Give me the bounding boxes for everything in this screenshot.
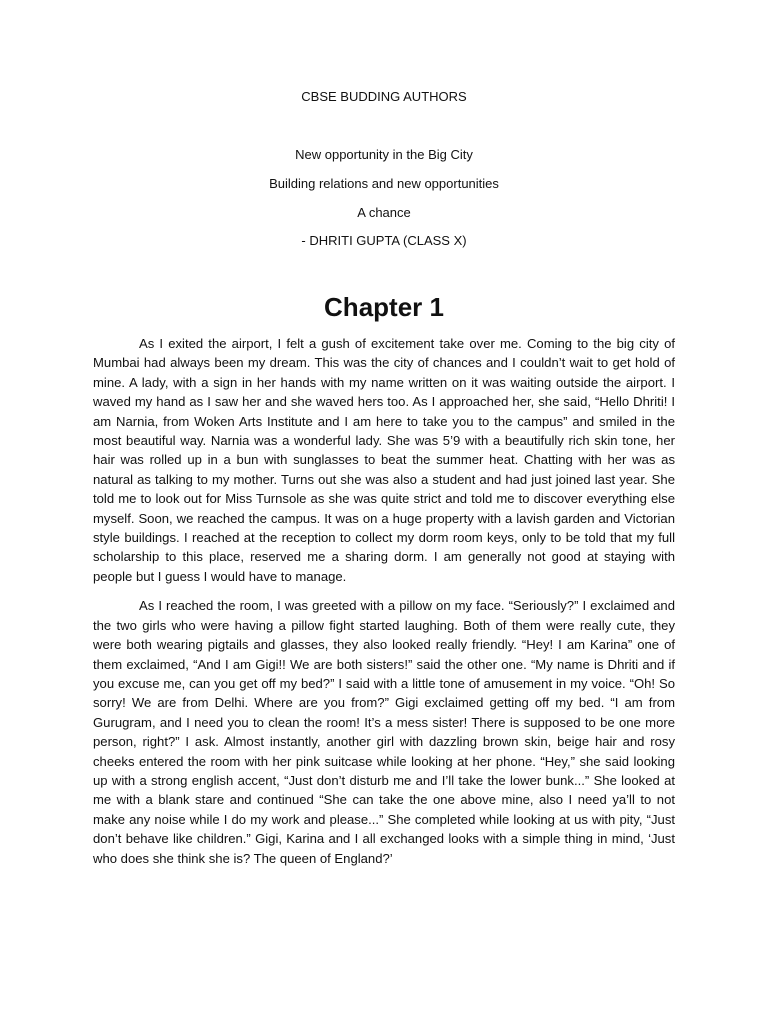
story-subtitle: Building relations and new opportunities [269,176,499,191]
paragraph: As I exited the airport, I felt a gush of excitement take over me. Coming to the big city of Mumbai had always been my dream. This was the city of chances and I couldn’t wait to get hold of mine. A lady, with a sign in her hands with my name written on it was waiting outside the airport. I waved my hand as I saw her and she waved hers too. As I approached her, she said, “Hello Dhriti! I am Narnia, from Woken Arts Institute and I am here to take you to the campus” and smiled in the most beautiful way. Narnia was a wonderful lady. She was 5’9 with a beautifully rich skin tone, her hair was rolled up in a bun with sunglasses to beat the summer heat. Chatting with her was as natural as talking to my mother. Turns out she was also a student and had just joined last year. She told me to look out for Miss Turnsole as she was quite strict and told me to discover everything else myself. Soon, we reached the campus. It was on a huge property with a lavish garden and Victorian style buildings. I reached at the reception to collect my dorm room keys, only to be told that my full scholarship to this place, reserved me a sharing dorm. I am generally not good at staying with people but I guess I would have to manage. [93,336,675,584]
story-tagline: A chance [357,205,411,220]
author-line: - DHRITI GUPTA (CLASS X) [301,233,467,248]
paragraph: As I reached the room, I was greeted with a pillow on my face. “Seriously?” I exclaimed and the two girls who were having a pillow fight started laughing. Both of them were really cute, they were both wearing pigtails and glasses, they also looked really friendly. “Hey! I am Karina” one of them exclaimed, “And I am Gigi!! We are both sisters!” said the other one. “My name is Dhriti and if you excuse me, can you get off my bed?” I said with a little tone of amusement in my voice. “Oh! So sorry! We are from Delhi. Where are you from?” Gigi exclaimed getting off my bed. “I am from Gurugram, and I need you to clean the room! It’s a mess sister! There is supposed to be one more person, right?” I ask. Almost instantly, another girl with dazzling brown skin, beige hair and rosy cheeks entered the room with her pink suitcase while looking at her phone. “Hey,” she said looking up with a strong english accent, “Just don’t disturb me and I’ll take the lower bunk...” She looked at me with a blank stare and continued “She can take the one above mine, also I need ya’ll to not make any noise while I do my work and please...” She completed while looking at us with pity, “Just don’t behave like children.” Gigi, Karina and I all exchanged looks with a simple thing in mind, ‘Just who does she think she is? The queen of England?’ [93,598,675,866]
chapter-body [93,334,675,878]
chapter-heading: Chapter 1 [324,292,444,322]
story-title: New opportunity in the Big City [295,147,473,162]
series-label: CBSE BUDDING AUTHORS [301,89,467,104]
